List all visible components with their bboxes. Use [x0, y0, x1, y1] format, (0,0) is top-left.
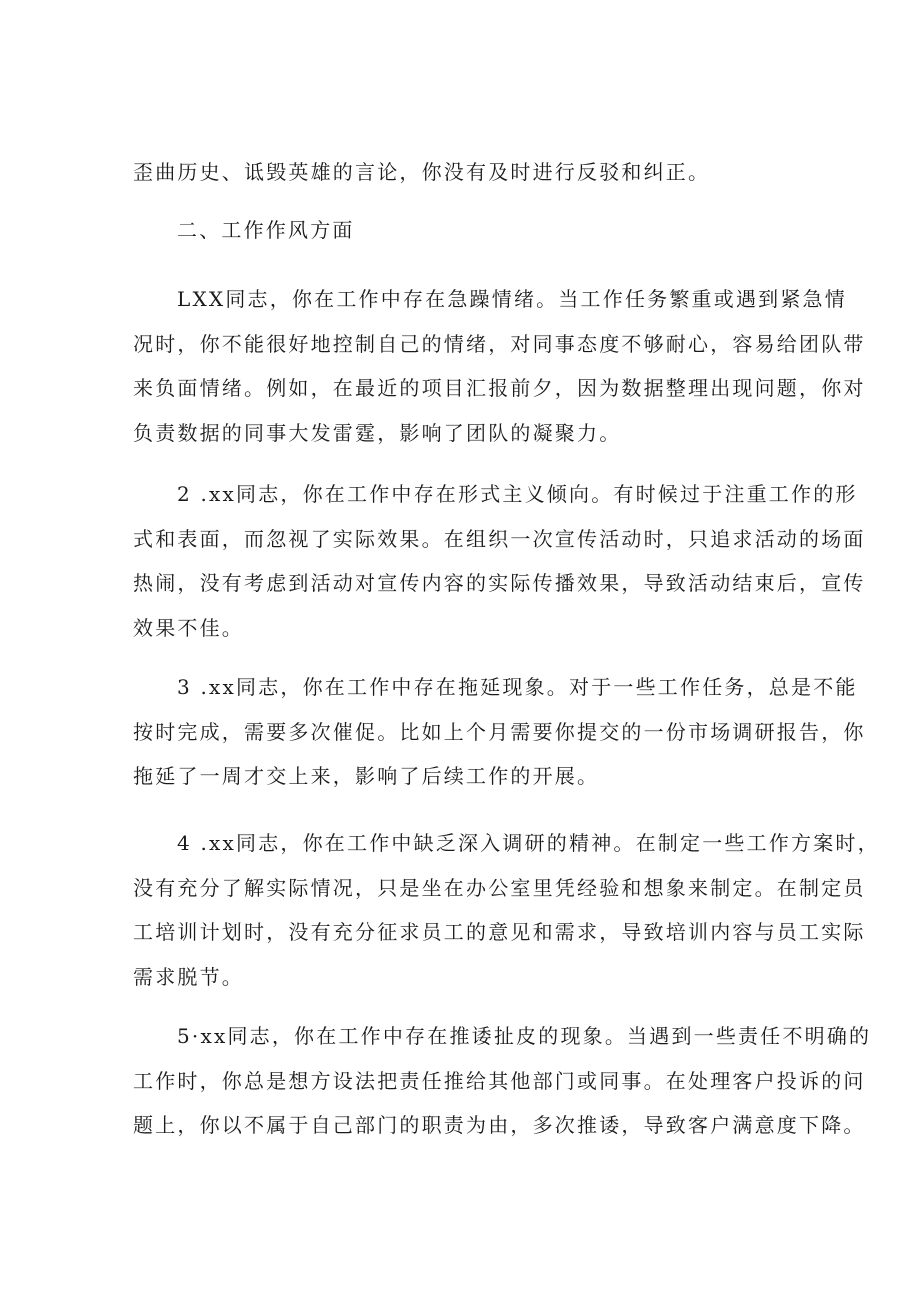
text-line: 工作时，你总是想方设法把责任推给其他部门或同事。在处理客户投诉的问 [133, 1068, 866, 1093]
text-line: 工培训计划时，没有充分征求员工的意见和需求，导致培训内容与员工实际 [133, 920, 866, 944]
text-line: 按时完成，需要多次催促。比如上个月需要你提交的一份市场调研报告，你 [133, 719, 866, 744]
text-line: 题上，你以不属于自己部门的职责为由，多次推诿，导致客户满意度下降。 [133, 1113, 866, 1137]
paragraph-item-4 [133, 821, 880, 999]
text-line: 二、工作作风方面 [177, 218, 355, 242]
text-line: 2 .xx同志，你在工作中存在形式主义倾向。有时候过于注重工作的形 [177, 482, 858, 506]
paragraph-item-3 [133, 665, 866, 799]
text-line: 拖延了一周才交上来，影响了后续工作的开展。 [133, 764, 600, 788]
section-heading [133, 208, 809, 253]
text-line: 5·xx同志，你在工作中存在推诿扯皮的现象。当遇到一些责任不明确的 [177, 1024, 872, 1048]
text-line: 负责数据的同事大发雷霆，影响了团队的凝聚力。 [133, 420, 622, 445]
text-line: 没有充分了解实际情况，只是坐在办公室里凭经验和想象来制定。在制定员 [133, 875, 866, 900]
paragraph-continuation [133, 150, 809, 195]
text-line: 需求脱节。 [133, 964, 244, 989]
paragraph-item-1 [133, 277, 866, 455]
text-line: 4 .xx同志，你在工作中缺乏深入调研的精神。在制定一些工作方案时， [177, 831, 880, 855]
text-line: 式和表面，而忽视了实际效果。在组织一次宣传活动时，只追求活动的场面 [133, 526, 866, 551]
paragraph-item-5 [133, 1014, 872, 1148]
text-line: 况时，你不能很好地控制自己的情绪，对同事态度不够耐心，容易给团队带 [133, 331, 866, 356]
text-line: 歪曲历史、诋毁英雄的言论，你没有及时进行反驳和纠正。 [133, 160, 711, 184]
paragraph-item-2 [133, 472, 866, 650]
text-line: LXX同志，你在工作中存在急躁情绪。当工作任务繁重或遇到紧急情 [177, 287, 847, 311]
text-line: 来负面情绪。例如，在最近的项目汇报前夕，因为数据整理出现问题，你对 [133, 376, 866, 400]
text-line: 效果不佳。 [133, 615, 244, 640]
text-line: 热闹，没有考虑到活动对宣传内容的实际传播效果，导致活动结束后，宣传 [133, 571, 866, 595]
text-line: 3 .xx同志，你在工作中存在拖延现象。对于一些工作任务，总是不能 [177, 675, 858, 699]
